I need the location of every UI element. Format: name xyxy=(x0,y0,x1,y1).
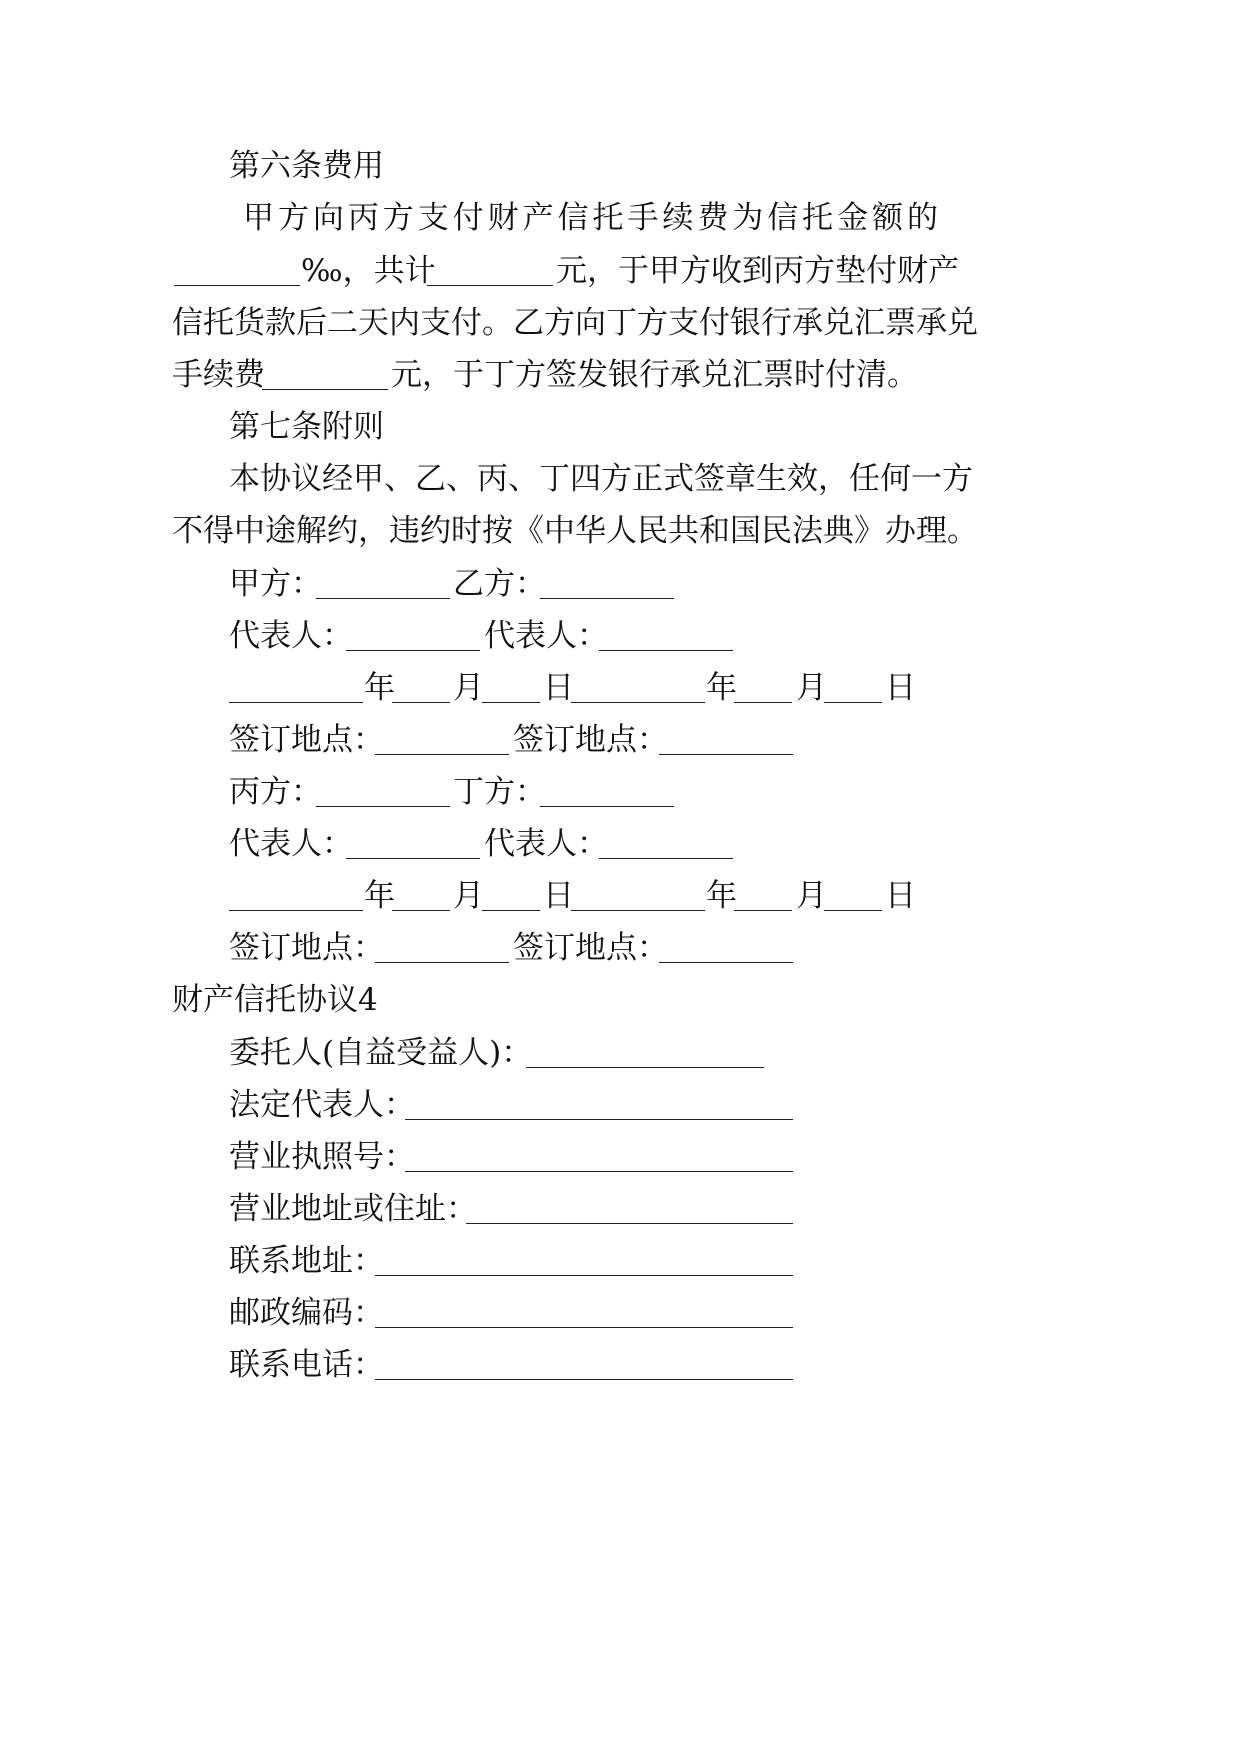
signature-dates-ab xyxy=(0,668,1241,708)
signature-places-cd xyxy=(0,928,1241,968)
party-a-label: 甲方： xyxy=(229,566,322,602)
place-d-label: 签订地点： xyxy=(513,930,668,966)
year-a-blank xyxy=(229,702,363,703)
month-c-blank xyxy=(392,910,450,911)
month-c-label: 月 xyxy=(453,878,484,914)
legal-rep-blank xyxy=(405,1119,793,1120)
day-a-blank xyxy=(482,702,540,703)
article-6-paragraph-line-2 xyxy=(0,251,1241,291)
section-4-title: 财产信托协议4 xyxy=(172,982,378,1018)
year-d-label: 年 xyxy=(706,878,737,914)
fee-total-blank xyxy=(427,285,553,286)
article-7-paragraph-line-1 xyxy=(0,459,1241,499)
party-a-blank xyxy=(316,598,450,599)
form-row-legal-rep xyxy=(0,1085,1241,1125)
rep-a-label: 代表人： xyxy=(229,618,353,654)
article-6-heading xyxy=(0,146,1241,186)
year-d-blank xyxy=(571,910,705,911)
day-b-blank xyxy=(824,702,882,703)
form-row-contact-address xyxy=(0,1241,1241,1281)
month-b-label: 月 xyxy=(796,670,827,706)
article-7-paragraph-line-2 xyxy=(0,511,1241,551)
article-6-text-3: 信托货款后二天内支付。乙方向丁方支付银行承兑汇票承兑 xyxy=(172,305,978,341)
principal-blank xyxy=(526,1067,764,1068)
postcode-blank xyxy=(375,1327,793,1328)
party-d-label: 丁方： xyxy=(453,774,546,810)
contact-address-blank xyxy=(375,1275,793,1276)
section-4-heading xyxy=(0,980,1241,1020)
rep-d-label: 代表人： xyxy=(484,826,608,862)
rep-d-blank xyxy=(599,858,733,859)
place-a-label: 签订地点： xyxy=(229,722,384,758)
month-a-label: 月 xyxy=(453,670,484,706)
day-c-label: 日 xyxy=(543,878,574,914)
form-row-address xyxy=(0,1189,1241,1229)
article-7-text-1: 本协议经甲、乙、丙、丁四方正式签章生效，任何一方 xyxy=(229,461,973,497)
contact-address-label: 联系地址： xyxy=(229,1243,384,1279)
postcode-label: 邮政编码： xyxy=(229,1295,384,1331)
signature-places-ab xyxy=(0,720,1241,760)
principal-label: 委托人(自益受益人)： xyxy=(229,1035,533,1071)
form-row-postcode xyxy=(0,1293,1241,1333)
rep-b-label: 代表人： xyxy=(484,618,608,654)
signature-parties-cd xyxy=(0,772,1241,812)
day-c-blank xyxy=(482,910,540,911)
place-b-label: 签订地点： xyxy=(513,722,668,758)
year-a-label: 年 xyxy=(364,670,395,706)
article-6-text-4a: 手续费 xyxy=(172,357,265,393)
address-label: 营业地址或住址： xyxy=(229,1191,477,1227)
signature-reps-cd xyxy=(0,824,1241,864)
address-blank xyxy=(466,1223,793,1224)
license-label: 营业执照号： xyxy=(229,1139,415,1175)
article-6-text-4b: 元，于丁方签发银行承兑汇票时付清。 xyxy=(391,357,918,393)
acceptance-fee-blank xyxy=(262,389,388,390)
article-7-title: 第七条附则 xyxy=(229,409,384,445)
day-d-blank xyxy=(824,910,882,911)
party-c-label: 丙方： xyxy=(229,774,322,810)
party-b-blank xyxy=(540,598,674,599)
signature-dates-cd xyxy=(0,876,1241,916)
form-row-principal xyxy=(0,1033,1241,1073)
day-a-label: 日 xyxy=(543,670,574,706)
article-6-text-2a: ‰，共计 xyxy=(301,253,436,289)
signature-parties-ab xyxy=(0,564,1241,604)
form-row-license xyxy=(0,1137,1241,1177)
place-a-blank xyxy=(375,754,509,755)
party-b-label: 乙方： xyxy=(453,566,546,602)
legal-rep-label: 法定代表人： xyxy=(229,1087,415,1123)
rep-a-blank xyxy=(346,650,480,651)
place-d-blank xyxy=(659,962,793,963)
article-6-text-1: 甲方向丙方支付财产信托手续费为信托金额的 xyxy=(243,200,938,236)
party-d-blank xyxy=(540,806,674,807)
license-blank xyxy=(405,1171,793,1172)
phone-blank xyxy=(375,1379,793,1380)
form-row-phone xyxy=(0,1345,1241,1385)
party-c-blank xyxy=(316,806,450,807)
day-b-label: 日 xyxy=(885,670,916,706)
month-d-label: 月 xyxy=(796,878,827,914)
place-c-label: 签订地点： xyxy=(229,930,384,966)
article-6-text-2b: 元，于甲方收到丙方垫付财产 xyxy=(556,253,959,289)
phone-label: 联系电话： xyxy=(229,1347,384,1383)
rep-c-blank xyxy=(346,858,480,859)
place-c-blank xyxy=(375,962,509,963)
place-b-blank xyxy=(659,754,793,755)
year-c-label: 年 xyxy=(364,878,395,914)
article-6-paragraph-line-1 xyxy=(0,198,1241,238)
article-6-paragraph-line-4 xyxy=(0,355,1241,395)
signature-reps-ab xyxy=(0,616,1241,656)
article-7-text-2: 不得中途解约，违约时按《中华人民共和国民法典》办理。 xyxy=(172,513,978,549)
rep-c-label: 代表人： xyxy=(229,826,353,862)
article-7-heading xyxy=(0,407,1241,447)
year-b-label: 年 xyxy=(706,670,737,706)
article-6-title: 第六条费用 xyxy=(229,148,384,184)
month-b-blank xyxy=(734,702,792,703)
year-b-blank xyxy=(571,702,705,703)
month-a-blank xyxy=(392,702,450,703)
month-d-blank xyxy=(734,910,792,911)
fee-rate-blank xyxy=(174,285,300,286)
rep-b-blank xyxy=(599,650,733,651)
article-6-paragraph-line-3 xyxy=(0,303,1241,343)
day-d-label: 日 xyxy=(885,878,916,914)
year-c-blank xyxy=(229,910,363,911)
